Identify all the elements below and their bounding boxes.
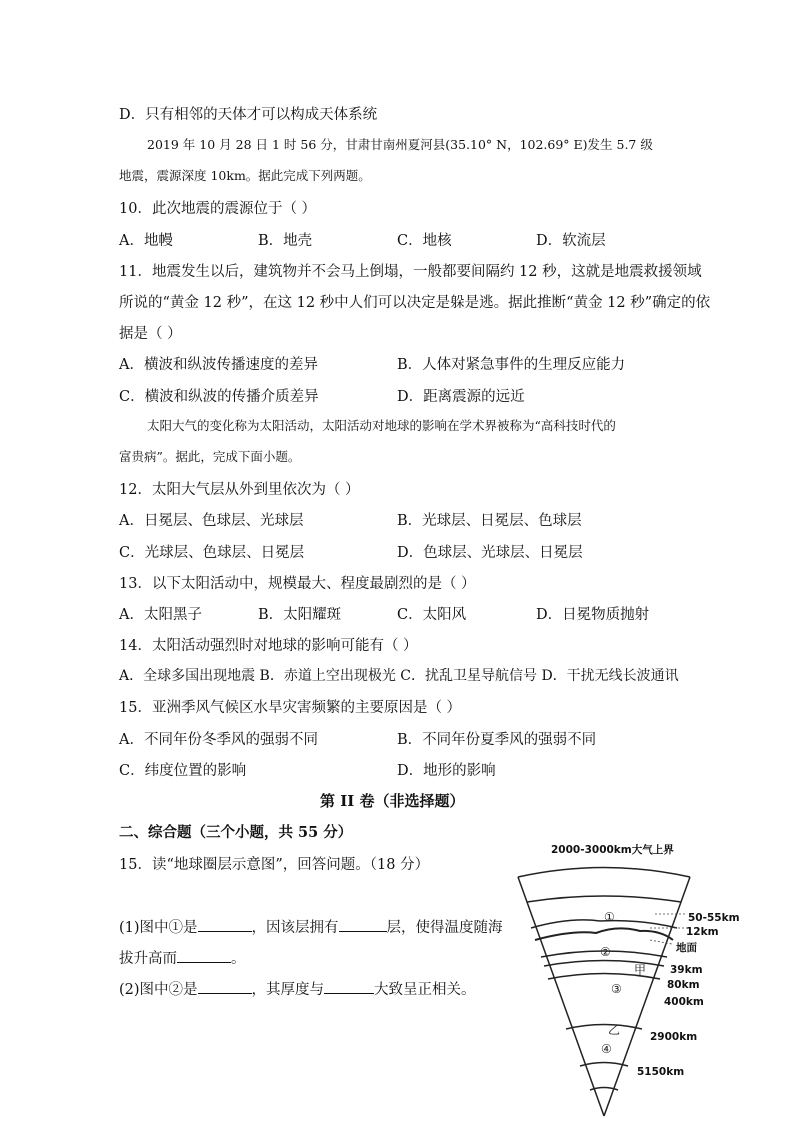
arc-ground bbox=[535, 928, 673, 940]
marker-circle-4: ④ bbox=[601, 1042, 612, 1056]
arc-50-55km bbox=[527, 896, 681, 902]
arc-2900km bbox=[566, 1025, 642, 1030]
q13-option-b: B．太阳耀斑 bbox=[258, 607, 342, 623]
diagram-outer-arc bbox=[518, 868, 690, 878]
q13-option-a: A．太阳黑子 bbox=[119, 607, 202, 623]
answer-blank-1[interactable] bbox=[198, 917, 252, 932]
q10-stem: 10．此次地震的震源位于（ ） bbox=[119, 201, 317, 217]
q11-option-b: B．人体对紧急事件的生理反应能力 bbox=[397, 357, 626, 373]
label-80km: 80km bbox=[667, 979, 700, 991]
label-5150km: 5150km bbox=[637, 1066, 685, 1078]
q14-options: A．全球多国出现地震 B．赤道上空出现极光 C．扰乱卫星导航信号 D．干扰无线长波通讯 bbox=[119, 668, 679, 684]
q15b-part1-text-a: (1)图中①是 bbox=[119, 920, 198, 936]
q12-option-b: B．光球层、日冕层、色球层 bbox=[397, 513, 582, 529]
q12-stem: 12．太阳大气层从外到里依次为（ ） bbox=[119, 482, 360, 498]
answer-blank-3[interactable] bbox=[177, 948, 231, 963]
q10-option-b: B．地壳 bbox=[258, 233, 313, 249]
material-1-line-2: 地震，震源深度 10km。据此完成下列两题。 bbox=[119, 168, 371, 183]
q15b-stem: 15．读“地球圈层示意图”，回答问题。（18 分） bbox=[119, 857, 430, 873]
q15b-part1-line1 bbox=[119, 916, 503, 937]
q12-option-c: C．光球层、色球层、日冕层 bbox=[119, 545, 305, 561]
q13-option-c: C．太阳风 bbox=[397, 607, 467, 623]
q11-stem-line-2: 所说的“黄金 12 秒”，在这 12 秒中人们可以决定是躲是逃。据此推断“黄金 12 秒”确定的依 bbox=[119, 295, 711, 311]
earth-sphere-diagram bbox=[500, 835, 794, 1123]
q13-stem: 13．以下太阳活动中，规模最大、程度最剧烈的是（ ） bbox=[119, 576, 476, 592]
q15a-option-a: A．不同年份冬季风的强弱不同 bbox=[119, 732, 318, 748]
q10-option-c: C．地核 bbox=[397, 233, 452, 249]
q15a-option-d: D．地形的影响 bbox=[397, 763, 496, 779]
q11-option-d: D．距离震源的远近 bbox=[397, 389, 525, 405]
marker-circle-3: ③ bbox=[611, 982, 622, 996]
q11-option-c: C．横波和纵波的传播介质差异 bbox=[119, 389, 319, 405]
q15b-part1-text-b: ，因该层拥有 bbox=[251, 920, 339, 936]
q15b-part1-text-d: 拔升高而 bbox=[119, 951, 177, 967]
label-400km: 400km bbox=[664, 996, 704, 1008]
q11-option-a: A．横波和纵波传播速度的差异 bbox=[119, 357, 318, 373]
q15b-part1-text-c: 层，使得温度随海 bbox=[386, 920, 503, 936]
q15a-option-c: C．纬度位置的影响 bbox=[119, 763, 247, 779]
label-ground: 地面 bbox=[676, 942, 697, 954]
q15a-stem: 15．亚洲季风气候区水旱灾害频繁的主要原因是（ ） bbox=[119, 700, 462, 716]
q15b-part2-text-b: ，其厚度与 bbox=[251, 982, 325, 998]
q11-stem-line-3: 据是（ ） bbox=[119, 326, 182, 342]
arc-5150km bbox=[580, 1063, 628, 1067]
answer-blank-5[interactable] bbox=[324, 979, 374, 994]
marker-yi: 乙 bbox=[608, 1023, 621, 1037]
q15a-option-b: B．不同年份夏季风的强弱不同 bbox=[397, 732, 597, 748]
q12-option-a: A．日冕层、色球层、光球层 bbox=[119, 513, 304, 529]
material-2-line-1: 太阳大气的变化称为太阳活动，太阳活动对地球的影响在学术界被称为“高科技时代的 bbox=[147, 418, 616, 433]
label-50-55km: 50-55km bbox=[688, 912, 740, 924]
q15b-part2-text-c: 大致呈正相关。 bbox=[374, 982, 476, 998]
section-title: 第 II 卷（非选择题） bbox=[320, 792, 465, 810]
q14-stem: 14．太阳活动强烈时对地球的影响可能有（ ） bbox=[119, 638, 418, 654]
q10-option-d: D．软流层 bbox=[536, 233, 606, 249]
q15b-part1-text-e: 。 bbox=[231, 951, 246, 967]
q10-option-a: A．地幔 bbox=[119, 233, 173, 249]
guide-ground bbox=[650, 940, 672, 944]
q12-option-d: D．色球层、光球层、日冕层 bbox=[397, 545, 583, 561]
q15b-part2-text-a: (2)图中②是 bbox=[119, 982, 198, 998]
answer-blank-4[interactable] bbox=[198, 979, 252, 994]
q15b-part2-line bbox=[119, 978, 476, 999]
q15b-part1-line2 bbox=[119, 947, 246, 968]
label-top: 2000-3000km大气上界 bbox=[551, 844, 674, 856]
diagram-left-edge bbox=[518, 877, 604, 1116]
material-2-line-2: 富贵病”。据此，完成下面小题。 bbox=[119, 449, 301, 464]
material-1-line-1: 2019 年 10 月 28 日 1 时 56 分，甘肃甘南州夏河县(35.10° N，102.69° E)发生 5.7 级 bbox=[147, 137, 653, 152]
label-12km: 12km bbox=[686, 926, 719, 938]
q11-stem-line-1: 11．地震发生以后，建筑物并不会马上倒塌，一般都要间隔约 12 秒，这就是地震救援领域 bbox=[119, 264, 702, 280]
q9-option-d: D．只有相邻的天体才可以构成天体系统 bbox=[119, 107, 378, 123]
answer-blank-2[interactable] bbox=[339, 917, 387, 932]
q13-option-d: D．日冕物质抛射 bbox=[536, 607, 650, 623]
label-2900km: 2900km bbox=[650, 1031, 698, 1043]
marker-jia: 甲 bbox=[634, 963, 647, 977]
marker-circle-1: ① bbox=[604, 910, 615, 924]
label-39km: 39km bbox=[670, 964, 703, 976]
section-heading: 二、综合题（三个小题，共 55 分） bbox=[119, 824, 353, 841]
marker-circle-2: ② bbox=[600, 945, 611, 959]
